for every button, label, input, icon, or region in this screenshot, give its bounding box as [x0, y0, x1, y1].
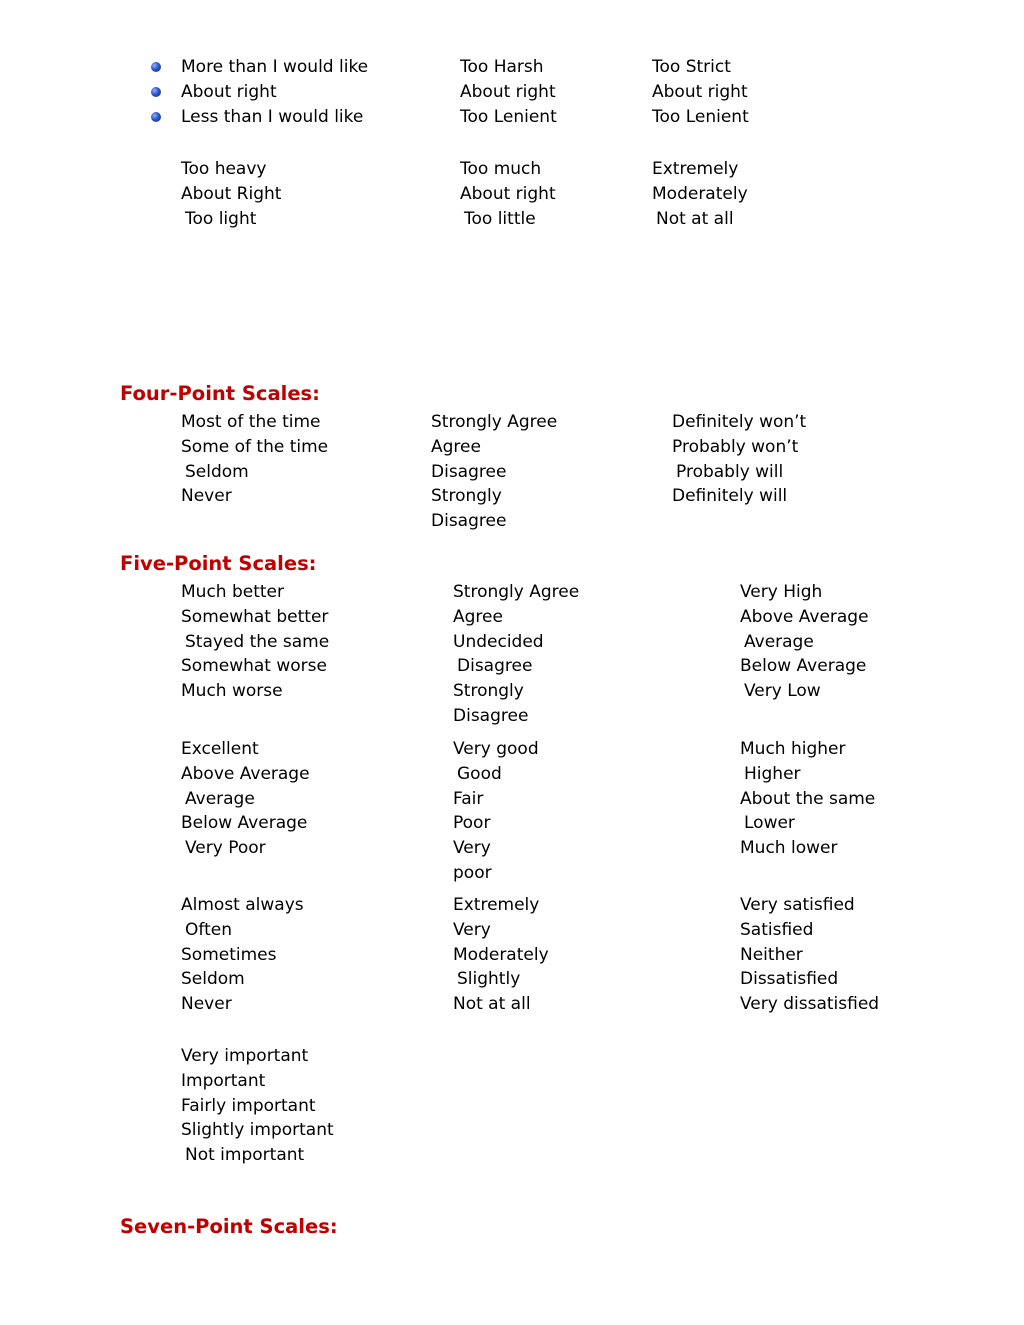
scale-list [740, 893, 879, 1017]
list-item: Below Average [181, 813, 308, 834]
list-item: Neither [740, 944, 803, 965]
list-item: Probably will [676, 461, 784, 482]
list-item: About right [181, 80, 368, 105]
list-item: Below Average [740, 656, 867, 677]
list-item: Never [181, 994, 232, 1015]
list-item: Slightly important [181, 1120, 334, 1141]
list-item: Too much [460, 159, 542, 179]
list-item: Moderately [652, 183, 748, 204]
list-item: Average [185, 788, 255, 809]
list-item: Disagree [453, 705, 529, 726]
scale-list [453, 580, 579, 729]
list-item: Somewhat better [181, 606, 329, 627]
scale-list [460, 157, 556, 231]
list-item: Extremely [453, 895, 540, 915]
list-item: Important [181, 1070, 266, 1091]
list-item: Somewhat worse [181, 656, 327, 677]
scale-list [740, 580, 869, 704]
list-item: Disagree [431, 511, 507, 532]
list-item: Excellent [181, 739, 259, 759]
list-item: Most of the time [181, 412, 321, 432]
list-item: Much lower [740, 838, 838, 859]
list-item: Strongly [431, 486, 502, 507]
list-item: Disagree [457, 656, 533, 677]
list-item: About right [460, 183, 556, 204]
list-item: Strongly Agree [431, 412, 558, 432]
list-item: Much higher [740, 739, 846, 759]
list-item: Too light [185, 208, 257, 229]
list-item: Very important [181, 1046, 309, 1066]
list-item: Good [457, 763, 502, 784]
list-item: Almost always [181, 895, 304, 915]
list-item: Less than I would like [181, 105, 368, 130]
list-item: Definitely will [672, 486, 788, 507]
bullet-icon [151, 87, 161, 97]
scale-list [453, 893, 549, 1017]
list-item: Average [744, 631, 814, 652]
list-item: Very satisfied [740, 895, 855, 915]
scale-list [672, 410, 806, 509]
list-item: Not at all [656, 208, 734, 229]
list-item: Much better [181, 582, 284, 602]
list-item: Too Lenient [460, 106, 557, 127]
list-item: About right [652, 81, 748, 102]
list-item: Dissatisfied [740, 969, 839, 990]
list-item: Extremely [652, 159, 739, 179]
scale-list [181, 893, 304, 1017]
list-item: Very Low [744, 681, 821, 702]
list-item: Too heavy [181, 159, 267, 179]
list-item: Higher [744, 763, 801, 784]
list-item: Not at all [453, 994, 531, 1015]
list-item: Very dissatisfied [740, 994, 880, 1015]
section-heading: Four-Point Scales: [120, 382, 320, 405]
bullet-icon [151, 62, 161, 72]
list-item: Above Average [740, 606, 869, 627]
list-item: Too Harsh [460, 57, 544, 77]
list-item: Sometimes [181, 944, 277, 965]
scale-list [181, 410, 328, 509]
section-heading: Seven-Point Scales: [120, 1215, 338, 1238]
list-item: Often [185, 919, 232, 940]
list-item: Poor [453, 813, 491, 834]
list-item: Never [181, 486, 232, 507]
list-item: Strongly Agree [453, 582, 580, 602]
list-item: Seldom [181, 969, 245, 990]
list-item: Much worse [181, 681, 283, 702]
list-item: Very [453, 838, 491, 859]
list-item: Agree [431, 436, 481, 457]
list-item: Probably won’t [672, 436, 799, 457]
list-item: poor [453, 862, 492, 883]
scale-list [652, 157, 748, 231]
list-item: Lower [744, 813, 795, 834]
list-item: Seldom [185, 461, 249, 482]
list-item: More than I would like [181, 55, 368, 80]
list-item: Strongly [453, 681, 524, 702]
list-item: Satisfied [740, 919, 814, 940]
list-item: Some of the time [181, 436, 329, 457]
list-item: About right [460, 81, 556, 102]
scale-list [181, 580, 329, 704]
list-item: About the same [740, 788, 876, 809]
scale-list [652, 55, 749, 129]
list-item: Too little [464, 208, 536, 229]
scale-list [181, 55, 368, 129]
section-heading: Five-Point Scales: [120, 552, 317, 575]
scale-list [431, 410, 557, 534]
list-item: Too Lenient [652, 106, 749, 127]
scale-list [460, 55, 557, 129]
list-item: Very Poor [185, 838, 266, 859]
list-item: Very High [740, 582, 823, 602]
list-item: Disagree [431, 461, 507, 482]
list-item: Fair [453, 788, 484, 809]
list-item: Undecided [453, 631, 544, 652]
list-item: Above Average [181, 763, 310, 784]
list-item: Stayed the same [185, 631, 330, 652]
list-item: Not important [185, 1145, 305, 1166]
list-item: Slightly [457, 969, 521, 990]
list-item: Too Strict [652, 57, 731, 77]
list-item: Definitely won’t [672, 412, 807, 432]
list-item: Fairly important [181, 1095, 316, 1116]
scale-list [453, 737, 539, 886]
list-item: Moderately [453, 944, 549, 965]
scale-list [181, 737, 310, 861]
scale-list [181, 1044, 334, 1168]
list-item: Very good [453, 739, 539, 759]
scale-list [181, 157, 281, 231]
bullet-icon [151, 112, 161, 122]
list-item: Very [453, 919, 491, 940]
list-item: About Right [181, 183, 282, 204]
list-item: Agree [453, 606, 503, 627]
scale-list [740, 737, 875, 861]
